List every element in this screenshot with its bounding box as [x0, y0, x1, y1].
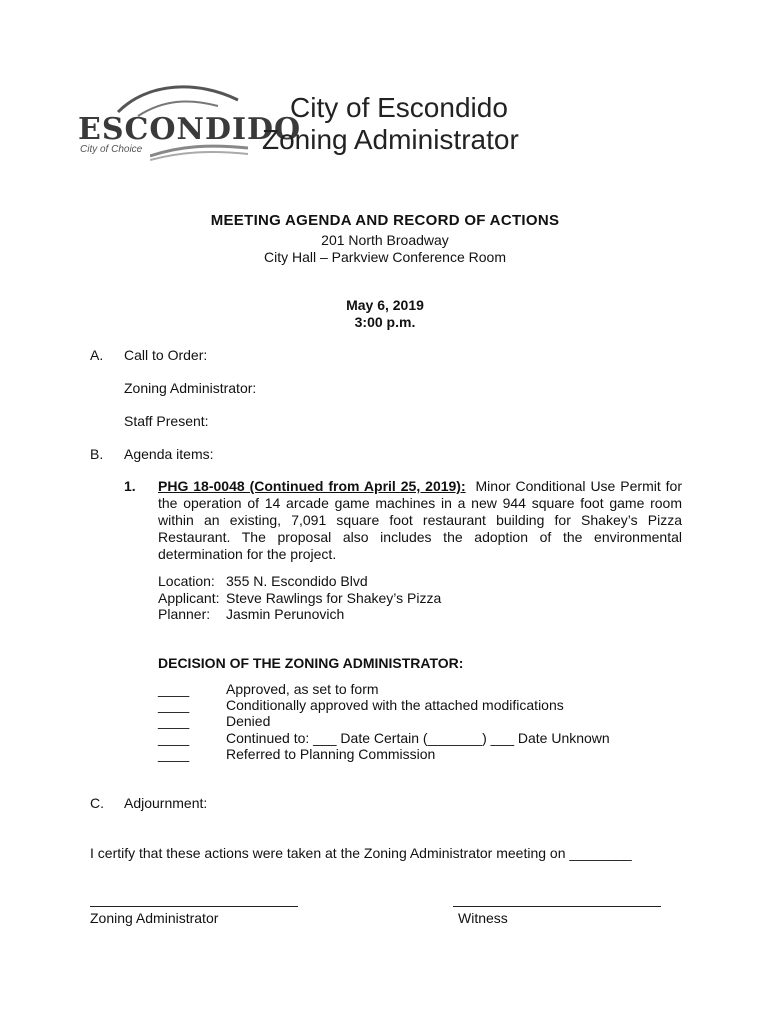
decision-blank[interactable]: ____	[158, 697, 190, 713]
signature-line-zoning-admin[interactable]	[90, 906, 298, 907]
zoning-admin-label: Zoning Administrator:	[124, 380, 257, 396]
agenda-item-description-block	[158, 478, 682, 563]
applicant-value: Steve Rawlings for Shakey’s Pizza	[226, 590, 442, 606]
case-description: Minor Conditional Use Permit for the operation of 14 arcade game machines in a new 944 square foot game room within an existing, 7,091 square foot restaurant building for Shakey’s Pizza Restaurant. The proposal also includes the adoption of the environmental determination for the project.	[158, 478, 683, 562]
city-logo	[78, 82, 302, 162]
applicant-label: Applicant:	[158, 590, 220, 606]
decision-blank[interactable]: ____	[158, 746, 190, 762]
decision-option-denied: Denied	[226, 713, 271, 729]
planner-label: Planner:	[158, 606, 211, 622]
decision-option-approved: Approved, as set to form	[226, 681, 379, 697]
signature-line-witness[interactable]	[453, 906, 661, 907]
agenda-items-label: Agenda items:	[124, 446, 214, 462]
meeting-date: May 6, 2019	[346, 297, 424, 313]
decision-heading: DECISION OF THE ZONING ADMINISTRATOR:	[158, 655, 464, 671]
decision-blank[interactable]: ____	[158, 681, 190, 697]
location-label: Location:	[158, 573, 215, 589]
case-title: PHG 18-0048 (Continued from April 25, 2019):	[158, 478, 466, 494]
signature-label-zoning-admin: Zoning Administrator	[90, 910, 219, 926]
location-value: 355 N. Escondido Blvd	[226, 573, 368, 589]
page-title-city: City of Escondido	[290, 92, 508, 123]
page-title-department: Zoning Administrator	[262, 124, 519, 155]
section-c-letter: C.	[90, 795, 104, 811]
logo-stripes-icon	[150, 142, 250, 162]
staff-present-label: Staff Present:	[124, 413, 209, 429]
meeting-room: City Hall – Parkview Conference Room	[264, 249, 506, 265]
decision-option-conditional: Conditionally approved with the attached modifications	[226, 697, 564, 713]
logo-wordmark: ESCONDIDO	[78, 112, 302, 147]
agenda-item-number: 1.	[124, 478, 136, 494]
agenda-heading: MEETING AGENDA AND RECORD OF ACTIONS	[210, 212, 560, 229]
decision-option-referred: Referred to Planning Commission	[226, 746, 436, 762]
signature-label-witness: Witness	[458, 910, 508, 926]
section-b-letter: B.	[90, 446, 104, 462]
logo-tagline: City of Choice	[80, 144, 143, 155]
adjournment-label: Adjournment:	[124, 795, 208, 811]
decision-blank[interactable]: ____	[158, 713, 190, 729]
meeting-time: 3:00 p.m.	[354, 314, 416, 330]
decision-blank[interactable]: ____	[158, 730, 190, 746]
decision-option-continued: Continued to: ___ Date Certain (_______) ___ Date Unknown	[226, 730, 610, 746]
meeting-address: 201 North Broadway	[321, 232, 449, 248]
certification-statement: I certify that these actions were taken at the Zoning Administrator meeting on ________	[90, 845, 632, 861]
call-to-order-label: Call to Order:	[124, 347, 208, 363]
section-a-letter: A.	[90, 347, 104, 363]
planner-value: Jasmin Perunovich	[226, 606, 345, 622]
